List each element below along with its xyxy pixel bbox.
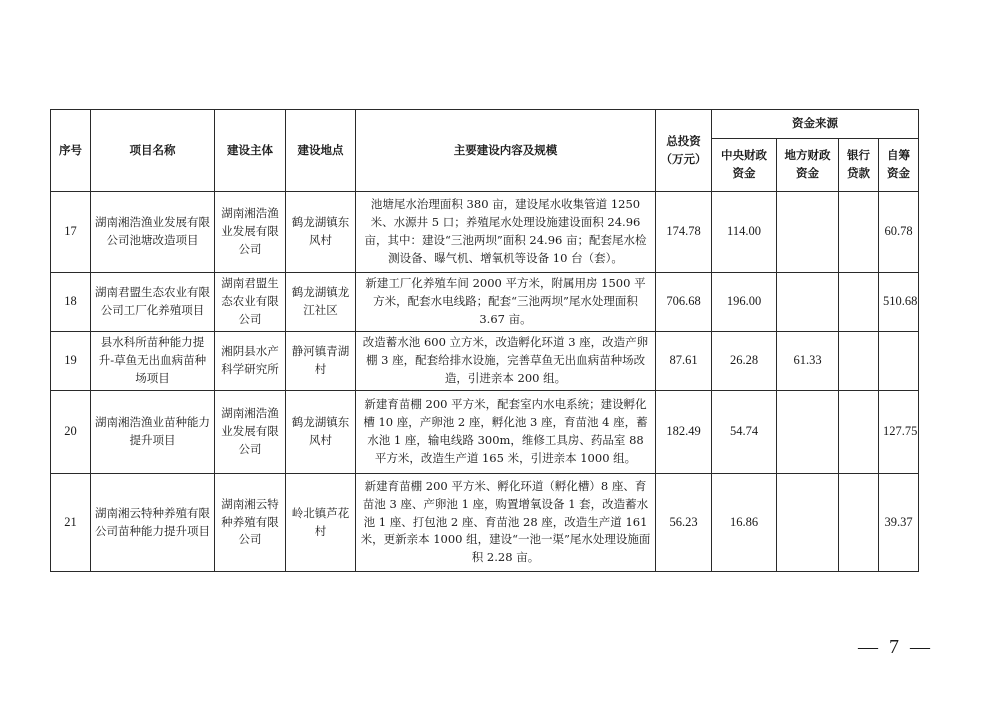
cell-location: 岭北镇芦花村: [286, 474, 356, 572]
table-row: [51, 192, 919, 273]
cell-bank: [839, 474, 879, 572]
cell-content: 池塘尾水治理面积 380 亩，建设尾水收集管道 1250 米、水源井 5 口；养殖尾水处理设施建设面积 24.96 亩，其中：建设“三池两坝”面积 24.96 亩；配套尾水检测设备、曝气机、增氧机等设备 10 台（套）。: [356, 192, 656, 273]
cell-seq: 18: [51, 273, 91, 332]
cell-bank: [839, 192, 879, 273]
cell-bank: [839, 332, 879, 391]
cell-total: 182.49: [656, 391, 712, 474]
cell-location: 静河镇青湖村: [286, 332, 356, 391]
cell-self: [879, 332, 919, 391]
cell-local: [777, 391, 839, 474]
cell-name: 湖南湘浩渔业苗种能力提升项目: [91, 391, 215, 474]
cell-owner: 湖南湘浩渔业发展有限公司: [215, 391, 286, 474]
header-location: 建设地点: [286, 110, 356, 192]
header-seq: 序号: [51, 110, 91, 192]
page-number: — 7 —: [858, 636, 933, 658]
cell-local: [777, 192, 839, 273]
cell-central: 16.86: [712, 474, 777, 572]
cell-seq: 19: [51, 332, 91, 391]
header-content: 主要建设内容及规模: [356, 110, 656, 192]
header-local: 地方财政资金: [777, 139, 839, 192]
cell-location: 鹤龙湖镇东风村: [286, 391, 356, 474]
cell-local: [777, 474, 839, 572]
cell-self: 510.68: [879, 273, 919, 332]
cell-central: 26.28: [712, 332, 777, 391]
investment-table: [50, 109, 919, 572]
cell-location: 鹤龙湖镇龙江社区: [286, 273, 356, 332]
cell-location: 鹤龙湖镇东风村: [286, 192, 356, 273]
cell-self: 60.78: [879, 192, 919, 273]
table-row: [51, 474, 919, 572]
header-name: 项目名称: [91, 110, 215, 192]
cell-seq: 17: [51, 192, 91, 273]
cell-seq: 21: [51, 474, 91, 572]
cell-total: 87.61: [656, 332, 712, 391]
cell-name: 湖南湘浩渔业发展有限公司池塘改造项目: [91, 192, 215, 273]
cell-bank: [839, 273, 879, 332]
cell-owner: 湘阴县水产科学研究所: [215, 332, 286, 391]
cell-content: 新建工厂化养殖车间 2000 平方米，附属用房 1500 平方米，配套水电线路；配套“三池两坝”尾水处理面积 3.67 亩。: [356, 273, 656, 332]
header-self: 自筹资金: [879, 139, 919, 192]
cell-owner: 湖南湘浩渔业发展有限公司: [215, 192, 286, 273]
header-funding-group: 资金来源: [712, 110, 919, 139]
cell-name: 湖南湘云特种养殖有限公司苗种能力提升项目: [91, 474, 215, 572]
header-central: 中央财政资金: [712, 139, 777, 192]
cell-self: 39.37: [879, 474, 919, 572]
cell-local: 61.33: [777, 332, 839, 391]
cell-total: 706.68: [656, 273, 712, 332]
cell-owner: 湖南湘云特种养殖有限公司: [215, 474, 286, 572]
header-total: 总投资（万元）: [656, 110, 712, 192]
cell-seq: 20: [51, 391, 91, 474]
cell-total: 174.78: [656, 192, 712, 273]
cell-local: [777, 273, 839, 332]
header-owner: 建设主体: [215, 110, 286, 192]
cell-name: 县水科所苗种能力提升-草鱼无出血病苗种场项目: [91, 332, 215, 391]
table-row: [51, 273, 919, 332]
header-bank: 银行贷款: [839, 139, 879, 192]
cell-owner: 湖南君盟生态农业有限公司: [215, 273, 286, 332]
cell-central: 114.00: [712, 192, 777, 273]
cell-content: 新建育苗棚 200 平方米，配套室内水电系统；建设孵化槽 10 座，产卵池 2 座，孵化池 3 座，育苗池 4 座，蓄水池 1 座，输电线路 300m，维修工具房、药品室 88 平方米，改造生产道 165 米，引进亲本 1000 组。: [356, 391, 656, 474]
cell-self: 127.75: [879, 391, 919, 474]
cell-central: 54.74: [712, 391, 777, 474]
table-row: [51, 332, 919, 391]
cell-content: 新建育苗棚 200 平方米、孵化环道（孵化槽）8 座、育苗池 3 座、产卵池 1 座，购置增氧设备 1 套，改造蓄水池 1 座、打包池 2 座、育苗池 28 座，改造生产道 161 米，更新亲本 1000 组，建设“一池一渠”尾水处理设施面积 2.28 亩。: [356, 474, 656, 572]
table-row: [51, 391, 919, 474]
header-row-1: [51, 110, 919, 139]
cell-central: 196.00: [712, 273, 777, 332]
cell-bank: [839, 391, 879, 474]
cell-content: 改造蓄水池 600 立方米，改造孵化环道 3 座，改造产卵棚 3 座，配套给排水设施，完善草鱼无出血病苗种场改造，引进亲本 200 组。: [356, 332, 656, 391]
cell-total: 56.23: [656, 474, 712, 572]
cell-name: 湖南君盟生态农业有限公司工厂化养殖项目: [91, 273, 215, 332]
